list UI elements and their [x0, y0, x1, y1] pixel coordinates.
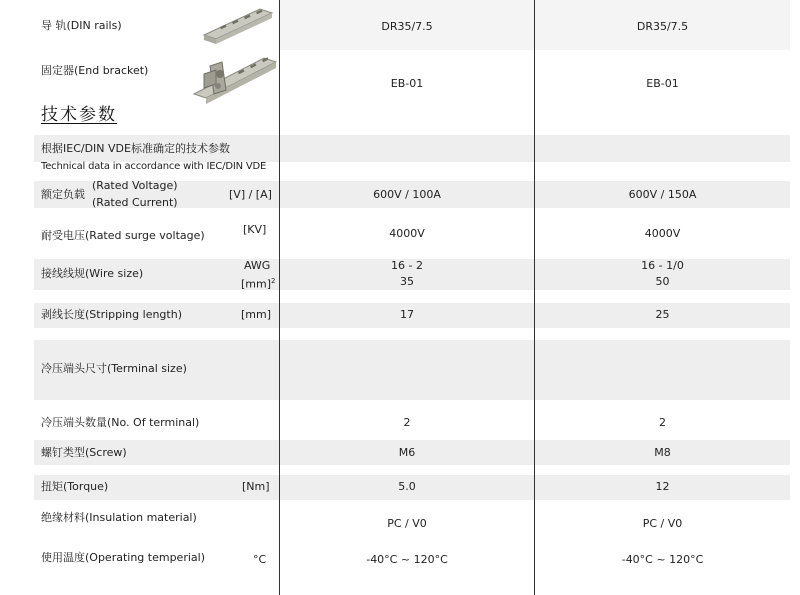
insulation-label: 绝缘材料(Insulation material)	[41, 511, 197, 524]
torque-unit: [Nm]	[242, 480, 270, 493]
section-title: 技术参数	[41, 105, 117, 125]
surge-col1: 4000V	[389, 227, 425, 240]
rated-label-current: (Rated Current)	[92, 196, 178, 209]
insulation-col2: PC / V0	[642, 517, 683, 530]
screw-col1: M6	[398, 446, 416, 459]
insulation-col1: PC / V0	[387, 517, 427, 530]
terminal-size-label: 冷压端头尺寸(Terminal size)	[41, 362, 187, 375]
wire-col1-mm: 35	[400, 275, 414, 288]
wire-unit-mm-sup: 2	[271, 277, 276, 285]
screw-col2: M8	[654, 446, 671, 459]
strip-label: 剥线长度(Stripping length)	[41, 308, 182, 321]
temp-col1: -40°C ~ 120°C	[366, 553, 448, 566]
surge-col2: 4000V	[644, 227, 681, 240]
terminal-count-col2: 2	[659, 416, 666, 429]
torque-col2: 12	[655, 480, 670, 493]
strip-col2: 25	[655, 308, 670, 321]
wire-unit-mm	[241, 274, 275, 292]
temp-col2: -40°C ~ 120°C	[621, 553, 704, 566]
rated-col2: 600V / 150A	[628, 188, 697, 201]
rated-col1: 600V / 100A	[373, 188, 441, 201]
din-rail-image	[200, 5, 274, 45]
screw-label: 螺钉类型(Screw)	[41, 446, 127, 459]
torque-col1: 5.0	[398, 480, 416, 493]
wire-col2-awg: 16 - 1/0	[641, 259, 684, 272]
rated-label-zh: 额定负载	[41, 188, 85, 201]
temp-label: 使用温度(Operating temperial)	[41, 551, 205, 564]
din-rails-col2: DR35/7.5	[636, 20, 689, 33]
din-rails-col1: DR35/7.5	[381, 20, 433, 33]
temp-unit: °C	[253, 553, 267, 566]
strip-col1: 17	[400, 308, 414, 321]
wire-unit-mm-text: [mm]	[241, 277, 272, 291]
end-bracket-label: 固定器(End bracket)	[41, 64, 149, 77]
surge-label: 耐受电压(Rated surge voltage)	[41, 229, 205, 242]
wire-unit-awg: AWG	[244, 259, 271, 272]
rated-unit: [V] / [A]	[229, 188, 272, 201]
rated-label-voltage: (Rated Voltage)	[92, 179, 178, 192]
wire-label: 接线线规(Wire size)	[41, 267, 144, 280]
din-rails-label: 导 轨(DIN rails)	[41, 19, 122, 32]
end-bracket-col1: EB-01	[390, 77, 424, 90]
standard-en: Technical data in accordance with IEC/DIN VDE	[41, 161, 267, 172]
end-bracket-col2: EB-01	[646, 77, 679, 90]
wire-col1-awg: 16 - 2	[391, 259, 423, 272]
torque-label: 扭矩(Torque)	[41, 480, 109, 493]
terminal-count-label: 冷压端头数量(No. Of terminal)	[41, 416, 200, 429]
terminal-count-col1: 2	[403, 416, 411, 429]
strip-unit: [mm]	[241, 308, 272, 321]
end-bracket-image	[192, 50, 278, 106]
wire-col2-mm: 50	[655, 275, 670, 288]
standard-zh: 根据IEC/DIN VDE标准确定的技术参数	[41, 142, 230, 155]
surge-unit: [KV]	[243, 223, 267, 236]
